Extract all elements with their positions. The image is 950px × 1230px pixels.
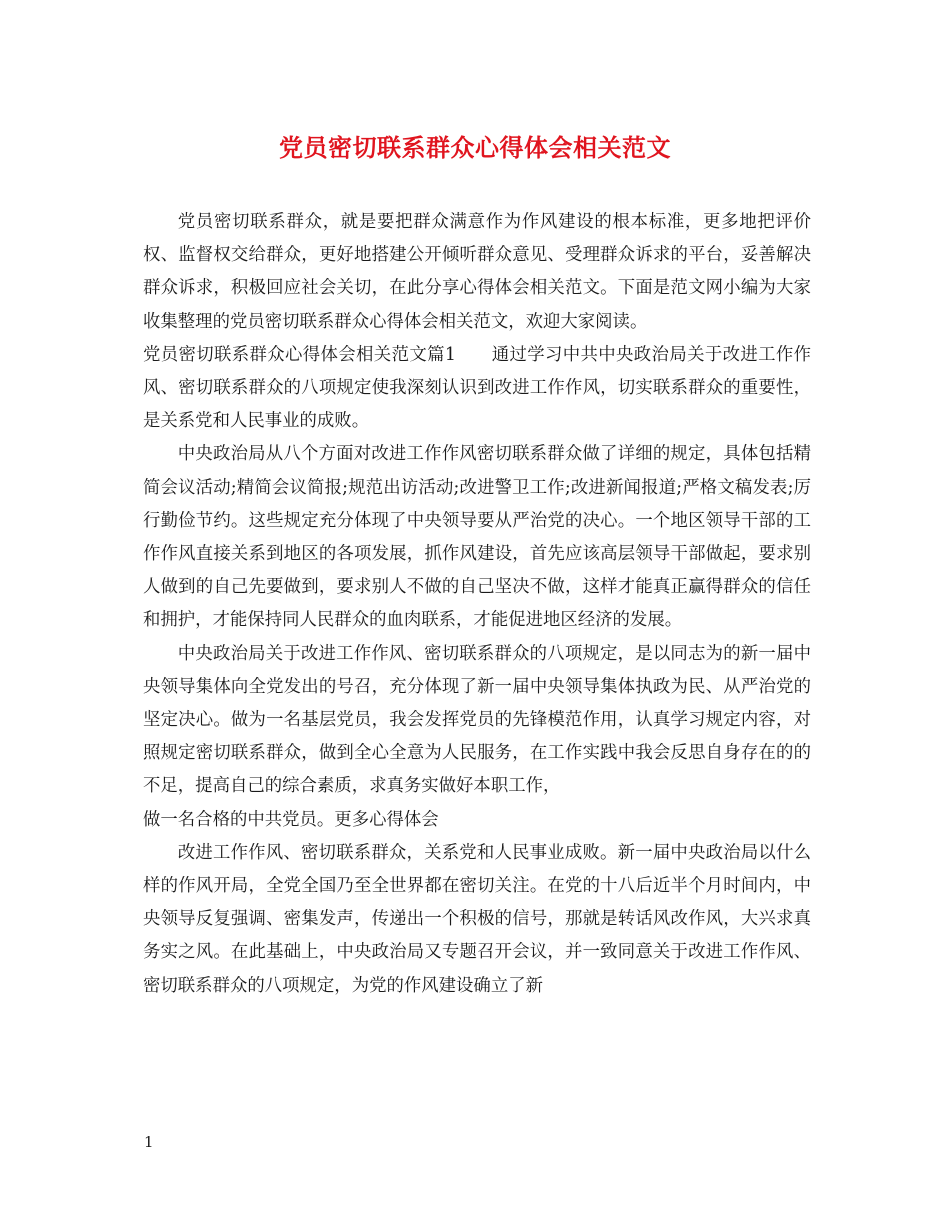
paragraph-article-1-start: 党员密切联系群众心得体会相关范文篇1 通过学习中共中央政治局关于改进工作作风、密切联系群众的八项规定使我深刻认识到改进工作作风，切实联系群众的重要性，是关系党和人民事业的成败。	[143, 344, 811, 432]
document-title: 党员密切联系群众心得体会相关范文	[279, 133, 671, 162]
page-number: 1	[144, 1133, 154, 1151]
paragraph-eight-rules-detail: 中央政治局从八个方面对改进工作作风密切联系群众做了详细的规定，具体包括精简会议活动;精简会议简报;规范出访活动;改进警卫工作;改进新闻报道;严格文稿发表;厉行勤俭节约。这些规定充分体现了中央领导要从严治党的决心。一个地区领导干部的工作作风直接关系到地区的各项发展，抓作风建设，首先应该高层领导干部做起，要求别人做到的自己先要做到，要求别人不做的自己坚决不做，这样才能真正赢得群众的信任和拥护，才能保持同人民群众的血肉联系，才能促进地区经济的发展。	[143, 444, 811, 631]
paragraph-qualified-member: 做一名合格的中共党员。更多心得体会	[143, 809, 439, 830]
paragraph-eight-rules-significance: 中央政治局关于改进工作作风、密切联系群众的八项规定，是以同志为的新一届中央领导集体向全党发出的号召，充分体现了新一届中央领导集体执政为民、从严治党的坚定决心。做为一名基层党员，我会发挥党员的先锋模范作用，认真学习规定内容，对照规定密切联系群众，做到全心全意为人民服务，在工作实践中我会反思自身存在的的不足，提高自己的综合素质，求真务实做好本职工作，	[143, 643, 811, 797]
document-body	[143, 206, 811, 1003]
paragraph-intro: 党员密切联系群众，就是要把群众满意作为作风建设的根本标准，更多地把评价权、监督权交给群众，更好地搭建公开倾听群众意见、受理群众诉求的平台，妥善解决群众诉求，积极回应社会关切，在此分享心得体会相关范文。下面是范文网小编为大家收集整理的党员密切联系群众心得体会相关范文，欢迎大家阅读。	[143, 212, 811, 332]
paragraph-improve-work-style: 改进工作作风、密切联系群众，关系党和人民事业成败。新一届中央政治局以什么样的作风开局，全党全国乃至全世界都在密切关注。在党的十八后近半个月时间内，中央领导反复强调、密集发声，传递出一个积极的信号，那就是转话风改作风，大兴求真务实之风。在此基础上，中央政治局又专题召开会议，并一致同意关于改进工作作风、密切联系群众的八项规定，为党的作风建设确立了新	[143, 842, 811, 996]
